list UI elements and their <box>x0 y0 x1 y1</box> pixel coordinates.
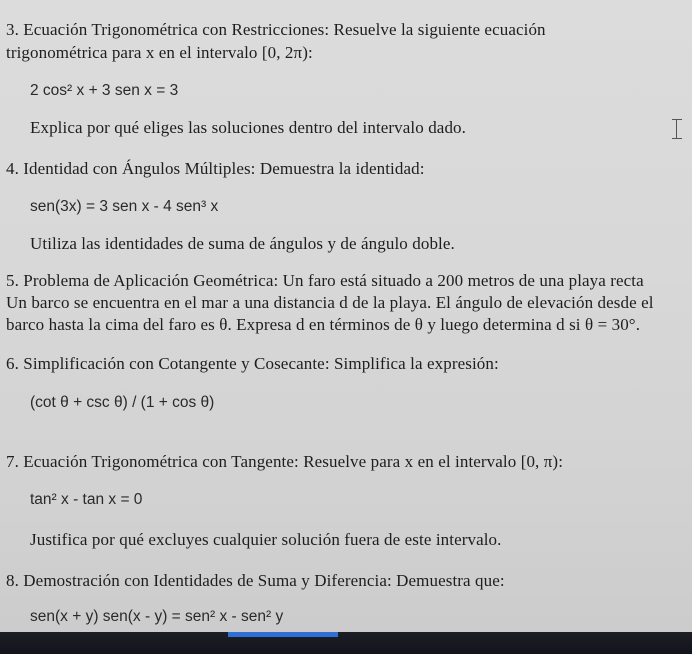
text-cursor-icon <box>672 119 682 139</box>
problem-5-heading-cont-2: barco hasta la cima del faro es θ. Expresa d en términos de θ y luego determina d si θ = 30°. <box>6 315 641 334</box>
problem-7-note: Justifica por qué excluyes cualquier solución fuera de este intervalo. <box>30 530 502 549</box>
problem-5-heading-cont-1: Un barco se encuentra en el mar a una distancia d de la playa. El ángulo de elevación desde el <box>6 293 654 312</box>
problem-6-heading: 6. Simplificación con Cotangente y Cosecante: Simplifica la expresión: <box>6 354 499 373</box>
problem-6-formula: (cot θ + csc θ) / (1 + cos θ) <box>30 394 215 411</box>
problem-7-heading: 7. Ecuación Trigonométrica con Tangente: Resuelve para x en el intervalo [0, π): <box>6 452 564 471</box>
taskbar <box>0 632 692 654</box>
problem-3-heading: 3. Ecuación Trigonométrica con Restricciones: Resuelve la siguiente ecuación <box>6 20 546 39</box>
problem-3-heading-cont: trigonométrica para x en el intervalo [0, 2π): <box>6 43 313 62</box>
problem-8-formula: sen(x + y) sen(x - y) = sen² x - sen² y <box>30 608 284 625</box>
problem-4-heading: 4. Identidad con Ángulos Múltiples: Demuestra la identidad: <box>6 159 425 178</box>
problem-8-heading: 8. Demostración con Identidades de Suma y Diferencia: Demuestra que: <box>6 571 505 590</box>
problem-3-note: Explica por qué eliges las soluciones dentro del intervalo dado. <box>30 118 466 137</box>
problem-3-formula: 2 cos² x + 3 sen x = 3 <box>30 82 179 99</box>
problem-4-formula: sen(3x) = 3 sen x - 4 sen³ x <box>30 198 219 215</box>
problem-7-formula: tan² x - tan x = 0 <box>30 491 143 508</box>
taskbar-accent <box>228 632 338 637</box>
problem-4-note: Utiliza las identidades de suma de ángulos y de ángulo doble. <box>30 234 455 253</box>
problem-5-heading: 5. Problema de Aplicación Geométrica: Un faro está situado a 200 metros de una playa recta <box>6 271 644 290</box>
